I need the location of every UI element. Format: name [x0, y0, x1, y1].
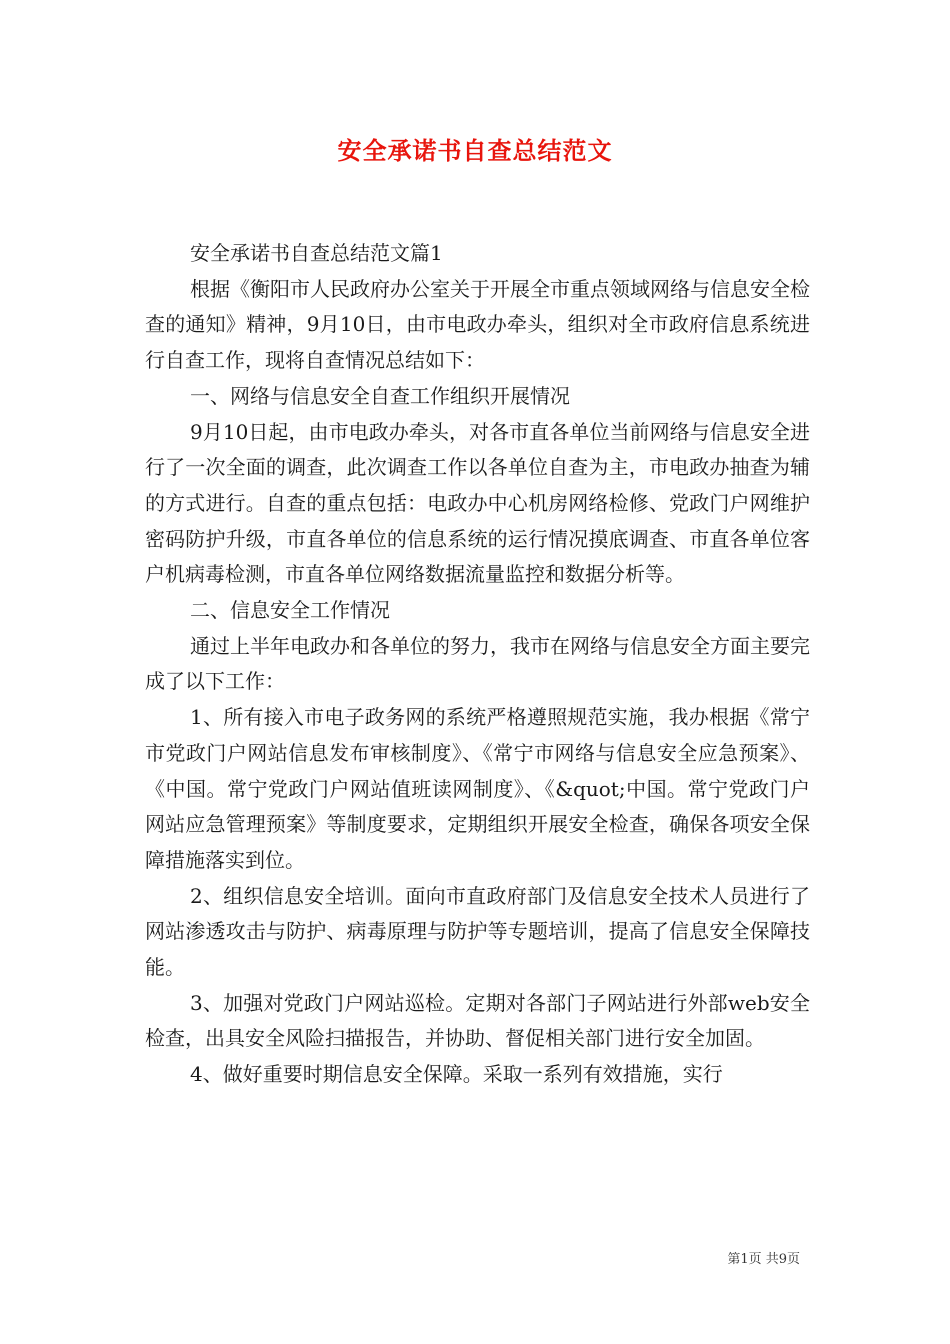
- section-heading: 二、信息安全工作情况: [190, 598, 390, 623]
- body-paragraph: 9月10日起，由市电政办牵头，对各市直各单位当前网络与信息安全进行了一次全面的调查，此次调查工作以各单位自查为主，市电政办抽查为辅的方式进行。自查的重点包括：电政办中心机房网络检修、党政门户网维护密码防护升级，市直各单位的信息系统的运行情况摸底调查、市直各单位客户机病毒检测，市直各单位网络数据流量监控和数据分析等。: [145, 419, 810, 587]
- body-paragraph: 通过上半年电政办和各单位的努力，我市在网络与信息安全方面主要完成了以下工作：: [145, 633, 810, 694]
- page-number: 第1页 共9页: [727, 1252, 800, 1267]
- list-paragraph: 1、所有接入市电子政务网的系统严格遵照规范实施，我办根据《常宁市党政门户网站信息发布审核制度》、《常宁市网络与信息安全应急预案》、《中国。常宁党政门户网站值班读网制度》、《&quot;中国。常宁党政门户网站应急管理预案》等制度要求，定期组织开展安全检查，确保各项安全保障措施落实到位。: [145, 705, 810, 872]
- list-paragraph: 3、加强对党政门户网站巡检。定期对各部门子网站进行外部web安全检查，出具安全风险扫描报告，并协助、督促相关部门进行安全加固。: [145, 990, 810, 1051]
- intro-paragraph: 根据《衡阳市人民政府办公室关于开展全市重点领域网络与信息安全检查的通知》精神，9月10日，由市电政办牵头，组织对全市政府信息系统进行自查工作，现将自查情况总结如下：: [145, 276, 810, 373]
- document-body: [145, 236, 810, 1093]
- list-paragraph: 4、做好重要时期信息安全保障。采取一系列有效措施，实行: [190, 1062, 723, 1087]
- list-paragraph: 2、组织信息安全培训。面向市直政府部门及信息安全技术人员进行了网站渗透攻击与防护、病毒原理与防护等专题培训，提高了信息安全保障技能。: [145, 883, 810, 980]
- document-title: 安全承诺书自查总结范文: [337, 136, 613, 165]
- section-heading: 安全承诺书自查总结范文篇1: [190, 241, 443, 265]
- section-heading: 一、网络与信息安全自查工作组织开展情况: [190, 383, 570, 408]
